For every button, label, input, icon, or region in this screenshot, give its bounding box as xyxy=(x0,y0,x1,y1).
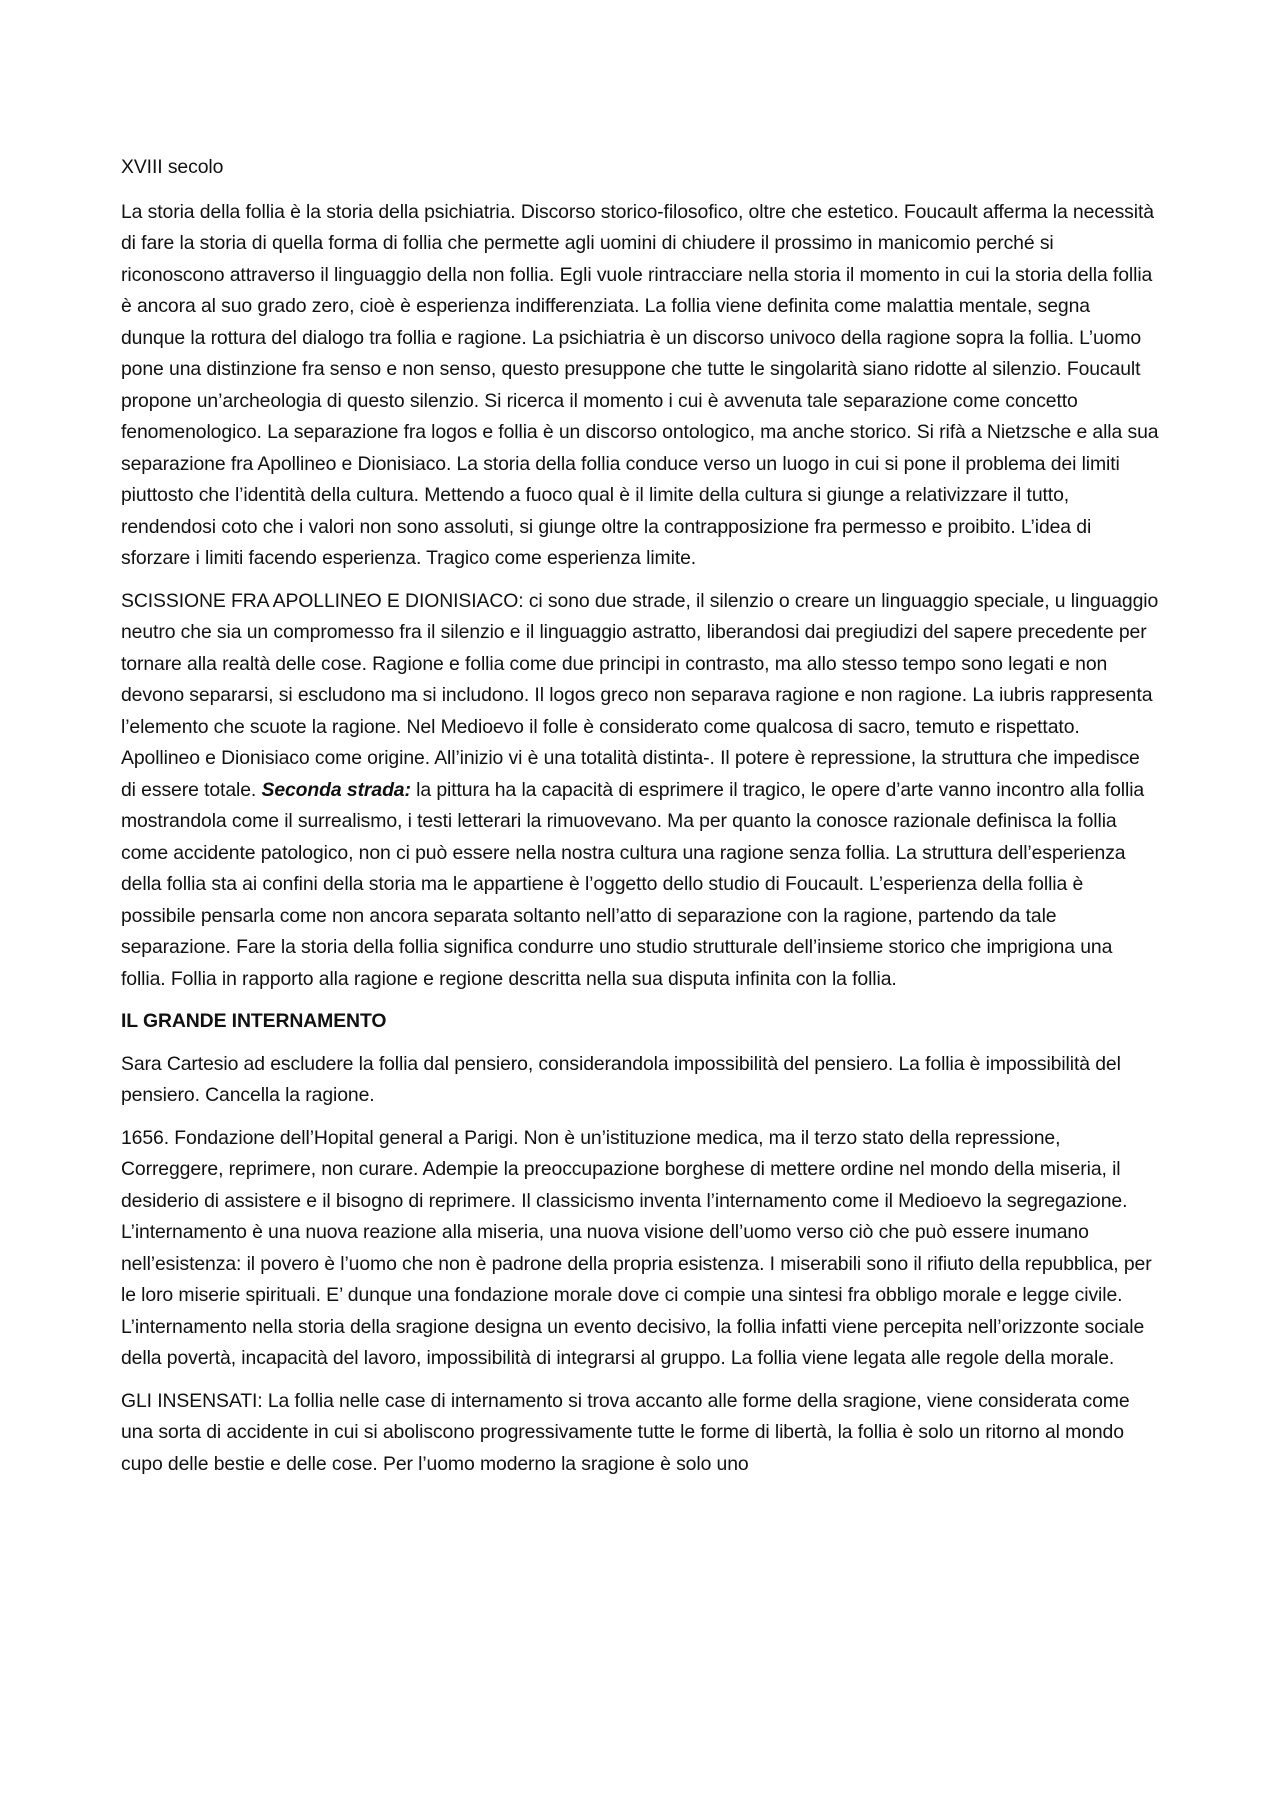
heading-grande-internamento: IL GRANDE INTERNAMENTO xyxy=(121,1010,387,1032)
paragraph-hopital: 1656. Fondazione dell’Hopital general a Parigi. Non è un’istituzione medica, ma il terzo stato della repressione, Correggere, reprimere, non curare. Adempie la preoccupazione borghese di mettere ordine nel mondo della miseria, il desiderio di assistere e il bisogno di reprimere. Il classicismo inventa l’internamento come il Medioevo la segregazione. L’internamento è una nuova reazione alla miseria, una nuova visione dell’uomo verso ciò che può essere inumano nell’esistenza: il povero è l’uomo che non è padrone della propria esistenza. I miserabili sono il rifiuto della repubblica, per le loro miserie spirituali. E’ dunque una fondazione morale dove ci compie una sintesi fra obbligo morale e legge civile. L’internamento nella storia della sragione designa un evento decisivo, la follia infatti viene percepita nell’orizzonte sociale della povertà, incapacità del lavoro, impossibilità di integrarsi al gruppo. La follia viene legata alle regole della morale. xyxy=(121,1126,1152,1369)
scissione-text-2: la pittura ha la capacità di esprimere il tragico, le opere d’arte vanno incontro alla follia mostrandola come il surrealismo, i testi letterari la rimuovevano. Ma per quanto la conosce razionale definisca la follia come accidente patologico, non ci può essere nella nostra cultura una ragione senza follia. La struttura dell’esperienza della follia sta ai confini della storia ma le appartiene è l’oggetto dello studio di Foucault. L’esperienza della follia è possibile pensarla come non ancora separata soltanto nell’atto di separazione con la ragione, partendo da tale separazione. Fare la storia della follia significa condurre uno studio strutturale dell’insieme storico che imprigiona una follia. Follia in rapporto alla ragione e regione descritta nella sua disputa infinita con la follia. xyxy=(121,778,1145,990)
paragraph-insensati: GLI INSENSATI: La follia nelle case di internamento si trova accanto alle forme della sragione, viene considerata come una sorta di accidente in cui si aboliscono progressivamente tutte le forme di libertà, la follia è solo un ritorno al mondo cupo delle bestie e delle cose. Per l’uomo moderno la sragione è solo uno xyxy=(121,1389,1130,1475)
paragraph-intro: La storia della follia è la storia della psichiatria. Discorso storico-filosofico, oltre che estetico. Foucault afferma la necessità di fare la storia di quella forma di follia che permette agli uomini di chiudere il prossimo in manicomio perché si riconoscono attraverso il linguaggio della non follia. Egli vuole rintracciare nella storia il momento in cui la storia della follia è ancora al suo grado zero, cioè è esperienza indifferenziata. La follia viene definita come malattia mentale, segna dunque la rottura del dialogo tra follia e ragione. La psichiatria è un discorso univoco della ragione sopra la follia. L’uomo pone una distinzione fra senso e non senso, questo presuppone che tutte le singolarità siano ridotte al silenzio. Foucault propone un’archeologia di questo silenzio. Si ricerca il momento i cui è avvenuta tale separazione come concetto fenomenologico. La separazione fra logos e follia è un discorso ontologico, ma anche storico. Si rifà a Nietzsche e alla sua separazione fra Apollineo e Dionisiaco. La storia della follia conduce verso un luogo in cui si pone il problema dei limiti piuttosto che l’identità della cultura. Mettendo a fuoco qual è il limite della cultura si giunge a relativizzare il tutto, rendendosi coto che i valori non sono assoluti, si giunge oltre la contrapposizione fra permesso e proibito. L’idea di sforzare i limiti facendo esperienza. Tragico come esperienza limite. xyxy=(121,200,1159,569)
paragraph-scissione xyxy=(121,586,1159,996)
scissione-text-1: SCISSIONE FRA APOLLINEO E DIONISIACO: ci sono due strade, il silenzio o creare un linguaggio speciale, u linguaggio neutro che sia un compromesso fra il silenzio e il linguaggio astratto, liberandosi dai pregiudizi del sapere precedente per tornare alla realtà delle cose. Ragione e follia come due principi in contrasto, ma allo stesso tempo sono legati e non devono separarsi, si escludono ma si includono. Il logos greco non separava ragione e non ragione. La iubris rappresenta l’elemento che scuote la ragione. Nel Medioevo il folle è considerato come qualcosa di sacro, temuto e rispettato. Apollineo e Dionisiaco come origine. All’inizio vi è una totalità distinta-. Il potere è repressione, la struttura che impedisce di essere totale. xyxy=(121,589,1159,801)
section-title: XVIII secolo xyxy=(121,156,224,178)
seconda-strada-label: Seconda strada: xyxy=(261,778,411,801)
paragraph-cartesio: Sara Cartesio ad escludere la follia dal pensiero, considerandola impossibilità del pensiero. La follia è impossibilità del pensiero. Cancella la ragione. xyxy=(121,1052,1121,1106)
